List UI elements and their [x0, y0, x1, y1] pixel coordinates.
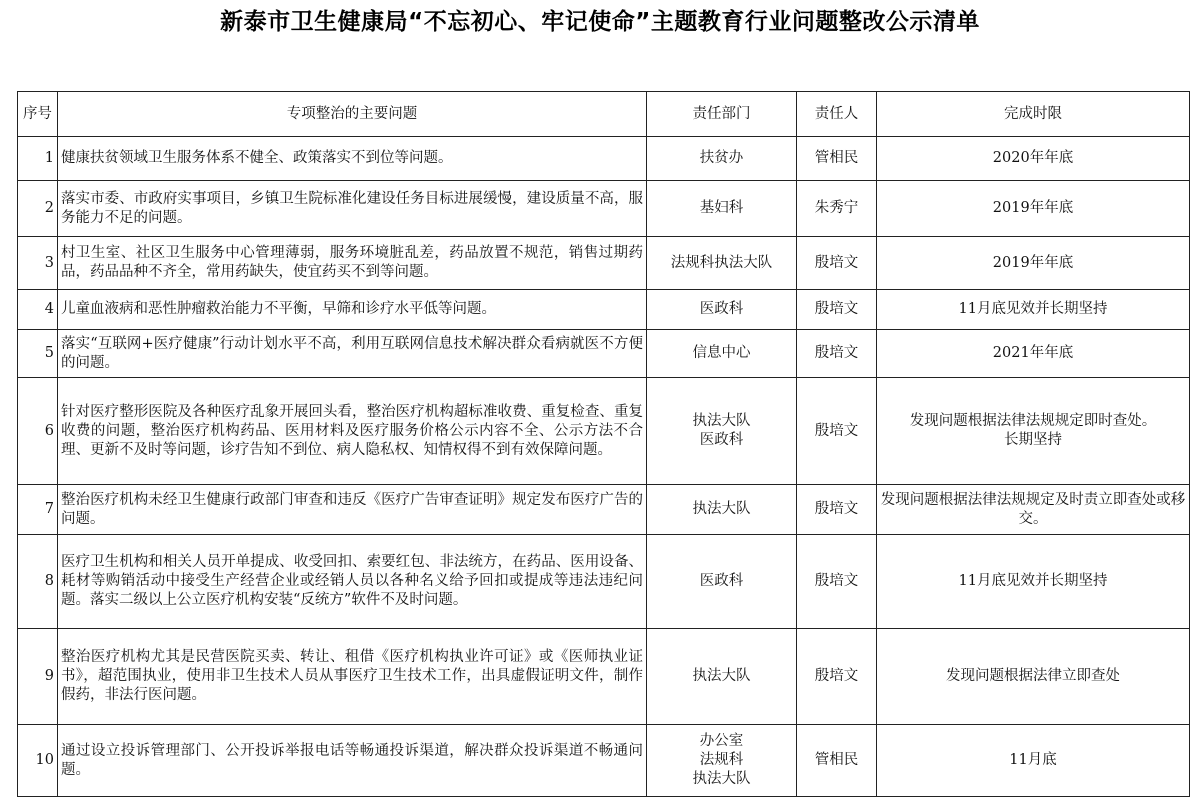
table-row [18, 378, 1190, 485]
responsible-person: 管相民 [797, 137, 877, 181]
issue-text: 针对医疗整形医院及各种医疗乱象开展回头看，整治医疗机构超标准收费、重复检查、重复收费的问题，整治医疗机构药品、医用材料及医疗服务价格公示内容不全、公示方法不合理、更新不及时等问题，诊疗告知不到位、病人隐私权、知情权得不到有效保障问题。 [58, 378, 647, 485]
deadline [877, 290, 1190, 330]
deadline [877, 725, 1190, 797]
dept-line: 法规科 [699, 752, 744, 768]
responsible-person: 殷培文 [797, 330, 877, 378]
responsible-person: 朱秀宁 [797, 181, 877, 237]
deadline [877, 330, 1190, 378]
responsible-dept [647, 237, 797, 290]
row-number: 2 [18, 181, 58, 237]
table-header-row [18, 92, 1190, 137]
row-number: 6 [18, 378, 58, 485]
row-number: 9 [18, 629, 58, 725]
row-number: 8 [18, 535, 58, 629]
deadline-line: 2019年年底 [992, 254, 1074, 271]
row-number: 7 [18, 485, 58, 535]
dept-line: 扶贫办 [699, 150, 744, 166]
table-row [18, 485, 1190, 535]
deadline [877, 137, 1190, 181]
issue-text: 儿童血液病和恶性肿瘤救治能力不平衡，早筛和诊疗水平低等问题。 [58, 290, 647, 330]
deadline-line: 11月底 [1009, 752, 1057, 768]
responsible-person: 殷培文 [797, 378, 877, 485]
table-row [18, 629, 1190, 725]
header-issue: 专项整治的主要问题 [58, 92, 647, 137]
deadline-line: 长期坚持 [1004, 432, 1062, 448]
table-row [18, 181, 1190, 237]
dept-line: 信息中心 [692, 345, 751, 361]
responsible-dept [647, 330, 797, 378]
row-number: 5 [18, 330, 58, 378]
responsible-dept [647, 290, 797, 330]
table-row [18, 137, 1190, 181]
responsible-person: 殷培文 [797, 290, 877, 330]
dept-line: 办公室 [699, 733, 744, 749]
deadline [877, 237, 1190, 290]
dept-line: 医政科 [699, 301, 744, 317]
header-person: 责任人 [797, 92, 877, 137]
dept-line: 执法大队 [692, 501, 751, 517]
deadline-line: 发现问题根据法律法规规定及时责立即查处或移交。 [880, 491, 1186, 527]
dept-line: 基妇科 [699, 200, 744, 216]
responsible-person: 殷培文 [797, 485, 877, 535]
issue-table [17, 91, 1190, 797]
dept-line: 执法大队 [692, 771, 751, 787]
table-body [18, 137, 1190, 797]
responsible-dept [647, 535, 797, 629]
table-row [18, 290, 1190, 330]
dept-line: 医政科 [699, 432, 744, 448]
deadline-line: 11月底见效并长期坚持 [958, 301, 1108, 317]
issue-text: 整治医疗机构未经卫生健康行政部门审查和违反《医疗广告审查证明》规定发布医疗广告的问题。 [58, 485, 647, 535]
header-no: 序号 [18, 92, 58, 137]
dept-line: 执法大队 [692, 413, 751, 429]
deadline-line: 2020年年底 [992, 150, 1074, 166]
responsible-person: 管相民 [797, 725, 877, 797]
responsible-person: 殷培文 [797, 237, 877, 290]
deadline-line: 11月底见效并长期坚持 [958, 573, 1108, 589]
responsible-person: 殷培文 [797, 629, 877, 725]
issue-text: 医疗卫生机构和相关人员开单提成、收受回扣、索要红包、非法统方，在药品、医用设备、耗材等购销活动中接受生产经营企业或经销人员以各种名义给予回扣或提成等违法违纪问题。落实二级以上公立医疗机构安装“反统方”软件不及时问题。 [58, 535, 647, 629]
deadline [877, 629, 1190, 725]
issue-text: 整治医疗机构尤其是民营医院买卖、转让、租借《医疗机构执业许可证》或《医师执业证书》，超范围执业，使用非卫生技术人员从事医疗卫生技术工作，出具虚假证明文件，制作假药，非法行医问题。 [58, 629, 647, 725]
deadline [877, 485, 1190, 535]
deadline [877, 378, 1190, 485]
issue-text: 健康扶贫领域卫生服务体系不健全、政策落实不到位等问题。 [58, 137, 647, 181]
deadline-line: 2021年年底 [992, 345, 1074, 361]
row-number: 3 [18, 237, 58, 290]
responsible-dept [647, 181, 797, 237]
row-number: 10 [18, 725, 58, 797]
deadline-line: 2019年年底 [992, 200, 1074, 216]
row-number: 1 [18, 137, 58, 181]
responsible-dept [647, 485, 797, 535]
responsible-dept [647, 629, 797, 725]
table-row [18, 535, 1190, 629]
responsible-person: 殷培文 [797, 535, 877, 629]
document-title: 新泰市卫生健康局“不忘初心、牢记使命”主题教育行业问题整改公示清单 [220, 9, 980, 35]
responsible-dept [647, 137, 797, 181]
deadline-line: 发现问题根据法律立即查处 [946, 668, 1120, 684]
responsible-dept [647, 378, 797, 485]
responsible-dept [647, 725, 797, 797]
issue-text: 落实“互联网+医疗健康”行动计划水平不高，利用互联网信息技术解决群众看病就医不方便的问题。 [58, 330, 647, 378]
issue-text: 村卫生室、社区卫生服务中心管理薄弱，服务环境脏乱差，药品放置不规范，销售过期药品，药品品种不齐全，常用药缺失，使宜药买不到等问题。 [58, 237, 647, 290]
dept-line: 医政科 [699, 573, 744, 589]
table-row [18, 237, 1190, 290]
dept-line: 执法大队 [692, 668, 751, 684]
deadline-line: 发现问题根据法律法规规定即时查处。 [909, 413, 1157, 429]
issue-text: 通过设立投诉管理部门、公开投诉举报电话等畅通投诉渠道，解决群众投诉渠道不畅通问题。 [58, 725, 647, 797]
dept-line: 法规科执法大队 [670, 254, 773, 271]
row-number: 4 [18, 290, 58, 330]
deadline [877, 181, 1190, 237]
header-dept: 责任部门 [647, 92, 797, 137]
deadline [877, 535, 1190, 629]
table-row [18, 330, 1190, 378]
table-row [18, 725, 1190, 797]
header-deadline: 完成时限 [877, 92, 1190, 137]
issue-text: 落实市委、市政府实事项目，乡镇卫生院标准化建设任务目标进展缓慢，建设质量不高，服务能力不足的问题。 [58, 181, 647, 237]
